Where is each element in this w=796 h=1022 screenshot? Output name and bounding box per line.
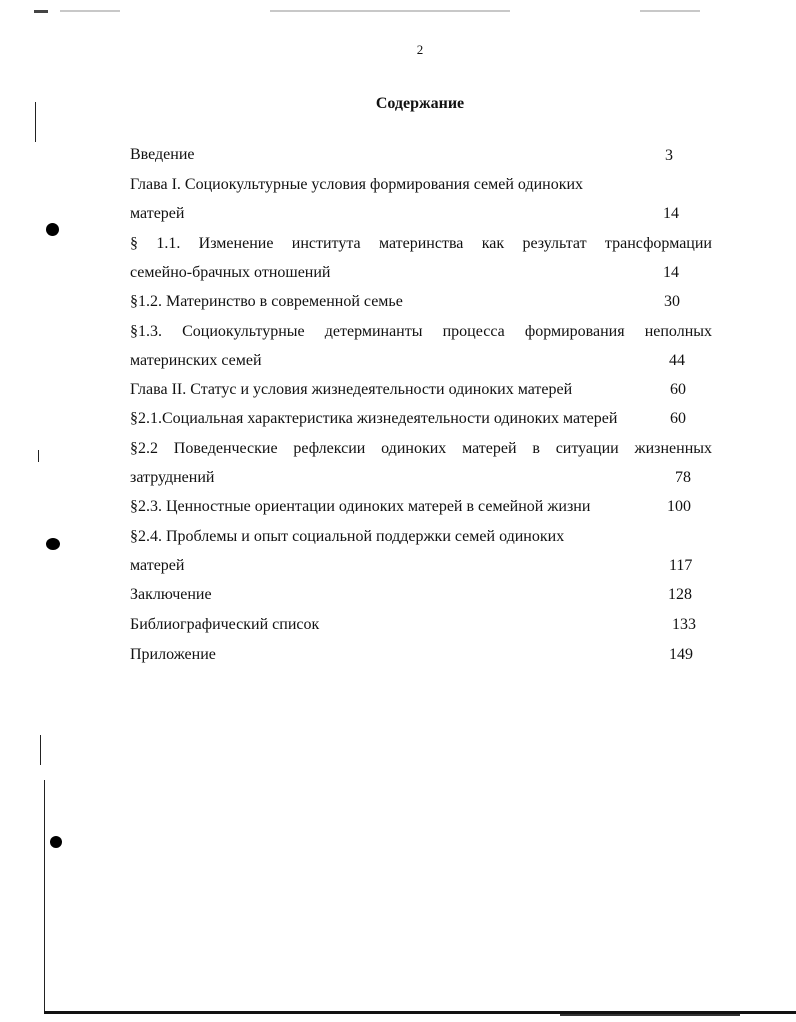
page-title: Содержание: [375, 95, 465, 112]
toc-entry-section-2-2: §2.2 Поведенческие рефлексии одиноких матерей в ситуации жизненных: [130, 440, 712, 457]
toc-page-section-2-4: 117: [669, 557, 693, 574]
toc-page-chapter-1: 14: [663, 205, 679, 222]
toc-page-section-1-2: 30: [664, 293, 680, 310]
toc-entry-section-2-4: §2.4. Проблемы и опыт социальной поддержки семей одиноких: [130, 528, 565, 545]
toc-page-section-1-3: 44: [669, 352, 685, 369]
toc-page-appendix: 149: [669, 646, 693, 663]
margin-line: [38, 450, 39, 462]
punch-hole-mark: [46, 223, 59, 236]
scan-artifact-top: [640, 10, 700, 12]
toc-page-conclusion: 128: [668, 586, 692, 603]
punch-hole-mark: [50, 836, 62, 848]
margin-line: [40, 735, 41, 765]
toc-entry-section-2-2-cont: затруднений: [130, 469, 215, 486]
toc-entry-section-1-3: §1.3. Социокультурные детерминанты процесса формирования неполных: [130, 323, 712, 340]
scan-artifact-top: [60, 10, 120, 12]
toc-entry-appendix: Приложение: [130, 646, 216, 663]
page-bottom-edge: [560, 1014, 740, 1016]
punch-hole-mark: [46, 538, 60, 550]
toc-entry-intro: Введение: [130, 146, 195, 163]
toc-page-chapter-2: 60: [670, 381, 686, 398]
toc-entry-chapter-2: Глава II. Статус и условия жизнедеятельности одиноких матерей: [130, 381, 573, 398]
toc-entry-chapter-1: Глава I. Социокультурные условия формирования семей одиноких: [130, 176, 584, 193]
scan-artifact-top: [34, 10, 48, 13]
toc-entry-section-1-1: § 1.1. Изменение института материнства как результат трансформации: [130, 235, 712, 252]
toc-page-section-2-1: 60: [670, 410, 686, 427]
toc-entry-section-1-1-cont: семейно-брачных отношений: [130, 264, 331, 281]
scan-artifact-top: [270, 10, 510, 12]
toc-entry-bibliography: Библиографический список: [130, 616, 320, 633]
toc-page-section-1-1: 14: [663, 264, 679, 281]
toc-page-bibliography: 133: [672, 616, 696, 633]
toc-entry-section-1-3-cont: материнских семей: [130, 352, 262, 369]
toc-entry-section-2-3: §2.3. Ценностные ориентации одиноких матерей в семейной жизни: [130, 498, 591, 515]
toc-entry-conclusion: Заключение: [130, 586, 212, 603]
toc-entry-section-2-1: §2.1.Социальная характеристика жизнедеятельности одиноких матерей: [130, 410, 618, 427]
page-number: 2: [416, 42, 424, 57]
toc-page-section-2-3: 100: [667, 498, 691, 515]
toc-entry-section-1-2: §1.2. Материнство в современной семье: [130, 293, 403, 310]
margin-line: [44, 780, 45, 1014]
toc-page-intro: 3: [665, 147, 673, 164]
toc-entry-chapter-1-cont: матерей: [130, 205, 185, 222]
toc-page-section-2-2: 78: [675, 469, 691, 486]
toc-entry-section-2-4-cont: матерей: [130, 557, 185, 574]
